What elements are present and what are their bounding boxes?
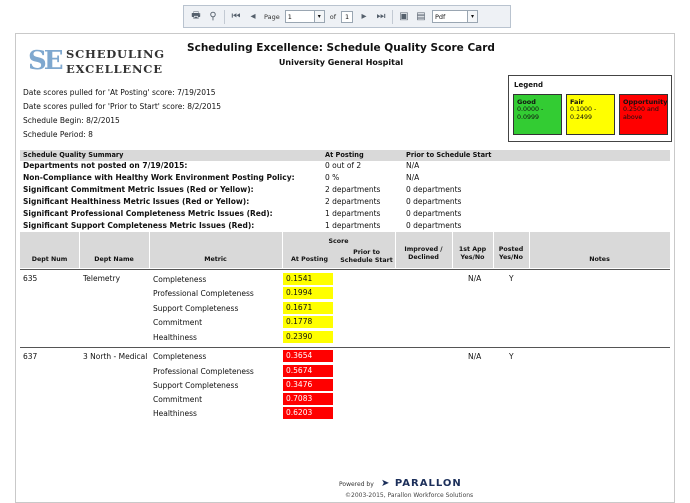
summary-row: Departments not posted on 7/19/2015: 0 out of 2 N/A	[23, 161, 420, 170]
posted-value: Y	[509, 352, 514, 361]
meta-schedule-begin: Schedule Begin: 8/2/2015	[23, 116, 120, 125]
col-dept-name: Dept Name	[94, 256, 134, 263]
col-at-posting: At Posting	[291, 256, 328, 263]
metric-name: Support Completeness	[153, 304, 239, 313]
report-viewer-toolbar	[183, 5, 511, 28]
score-cell: 0.2390	[283, 331, 333, 343]
metric-name: Support Completeness	[153, 381, 239, 390]
legend-good: Good 0.0000 - 0.0999	[513, 94, 562, 135]
score-cell: 0.1778	[283, 316, 333, 328]
score-cell: 0.3476	[283, 379, 333, 391]
metric-name: Professional Completeness	[153, 367, 254, 376]
summary-row: Significant Professional Completeness Metric Issues (Red): 1 departments 0 departments	[23, 209, 462, 218]
copyright-text: ©2003-2015, Parallon Workforce Solutions	[345, 492, 474, 499]
col-prior: Prior to Schedule Start	[340, 249, 393, 264]
meta-schedule-period: Schedule Period: 8	[23, 130, 93, 139]
dept-name: 3 North - Medical	[83, 352, 148, 361]
legend-fair: Fair 0.1000 - 0.2499	[566, 94, 615, 135]
col-metric: Metric	[204, 256, 227, 263]
powered-by-label: Powered by	[339, 481, 374, 488]
score-cell: 0.1671	[283, 302, 333, 314]
logo-text: SCHEDULING EXCELLENCE	[66, 47, 165, 76]
page-select[interactable]: 1 ▾	[285, 10, 325, 23]
legend	[508, 75, 672, 142]
page-label: Page	[264, 12, 280, 21]
summary-row: Significant Commitment Metric Issues (Red or Yellow): 2 departments 0 departments	[23, 185, 462, 194]
score-cell: 0.6203	[283, 407, 333, 419]
total-pages: 1	[341, 11, 353, 23]
chevron-down-icon: ▾	[467, 11, 477, 22]
legend-opportunity: Opportunity 0.2500 and above	[619, 94, 668, 135]
chevron-down-icon: ▾	[314, 11, 324, 22]
metric-name: Healthiness	[153, 333, 197, 342]
previous-page-icon[interactable]: ◂	[250, 11, 256, 22]
of-label: of	[329, 12, 337, 21]
summary-header-prior: Prior to Schedule Start	[406, 151, 492, 159]
report-subtitle: University General Hospital	[278, 58, 404, 67]
score-cell: 0.5674	[283, 365, 333, 377]
score-cell: 0.7083	[283, 393, 333, 405]
scheduling-excellence-logo	[28, 44, 173, 80]
meta-at-posting-date: Date scores pulled for 'At Posting' score: 7/19/2015	[23, 88, 216, 97]
summary-header-title: Schedule Quality Summary	[23, 151, 124, 159]
meta-prior-to-start-date: Date scores pulled for 'Prior to Start' score: 8/2/2015	[23, 102, 221, 111]
last-page-icon[interactable]: ⏭	[376, 11, 386, 22]
metric-name: Healthiness	[153, 409, 197, 418]
metric-name: Professional Completeness	[153, 289, 254, 298]
col-notes: Notes	[589, 256, 610, 263]
export-icon[interactable]: ▤	[416, 11, 426, 22]
legend-title: Legend	[514, 81, 543, 89]
score-cell: 0.1541	[283, 273, 333, 285]
metric-name: Completeness	[153, 275, 207, 284]
col-first-app: 1st App Yes/No	[458, 246, 487, 261]
summary-header-at-posting: At Posting	[325, 151, 364, 159]
first-page-icon[interactable]: ⏮	[231, 11, 241, 22]
summary-row: Significant Healthiness Metric Issues (Red or Yellow): 2 departments 0 departments	[23, 197, 462, 206]
col-dept-num: Dept Num	[31, 256, 68, 263]
dept-num: 635	[23, 274, 38, 283]
toolbar-divider	[392, 10, 393, 24]
row-divider	[20, 269, 670, 270]
posted-value: Y	[509, 274, 514, 283]
print-icon[interactable]: 🖶	[191, 10, 201, 21]
report-title: Scheduling Excellence: Schedule Quality Score Card	[187, 42, 495, 54]
col-score: Score	[328, 238, 349, 245]
metric-name: Commitment	[153, 395, 203, 404]
parallon-logo: ➤ PARALLON	[381, 478, 462, 489]
score-cell: 0.1994	[283, 287, 333, 299]
save-icon[interactable]: ▣	[399, 11, 409, 22]
score-cell: 0.3654	[283, 350, 333, 362]
report-page	[15, 33, 675, 503]
export-format-select[interactable]: Pdf ▾	[432, 10, 478, 23]
col-posted: Posted Yes/No	[498, 246, 524, 261]
find-icon[interactable]: ⚲	[209, 11, 217, 22]
row-divider	[20, 347, 670, 348]
metric-name: Completeness	[153, 352, 207, 361]
metric-name: Commitment	[153, 318, 203, 327]
next-page-icon[interactable]: ▸	[361, 11, 367, 22]
summary-row: Non-Compliance with Healthy Work Environment Posting Policy: 0 % N/A	[23, 173, 420, 182]
col-improved: Improved / Declined	[404, 246, 443, 261]
dept-name: Telemetry	[83, 274, 121, 283]
summary-header	[20, 150, 670, 161]
first-app-value: N/A	[468, 352, 482, 361]
parallon-arrow-icon: ➤	[381, 478, 391, 489]
summary-row: Significant Support Completeness Metric Issues (Red): 1 departments 0 departments	[23, 221, 462, 230]
score-grid-header	[20, 232, 670, 268]
toolbar-divider	[224, 10, 225, 24]
first-app-value: N/A	[468, 274, 482, 283]
logo-mark: SE	[28, 46, 61, 76]
dept-num: 637	[23, 352, 38, 361]
